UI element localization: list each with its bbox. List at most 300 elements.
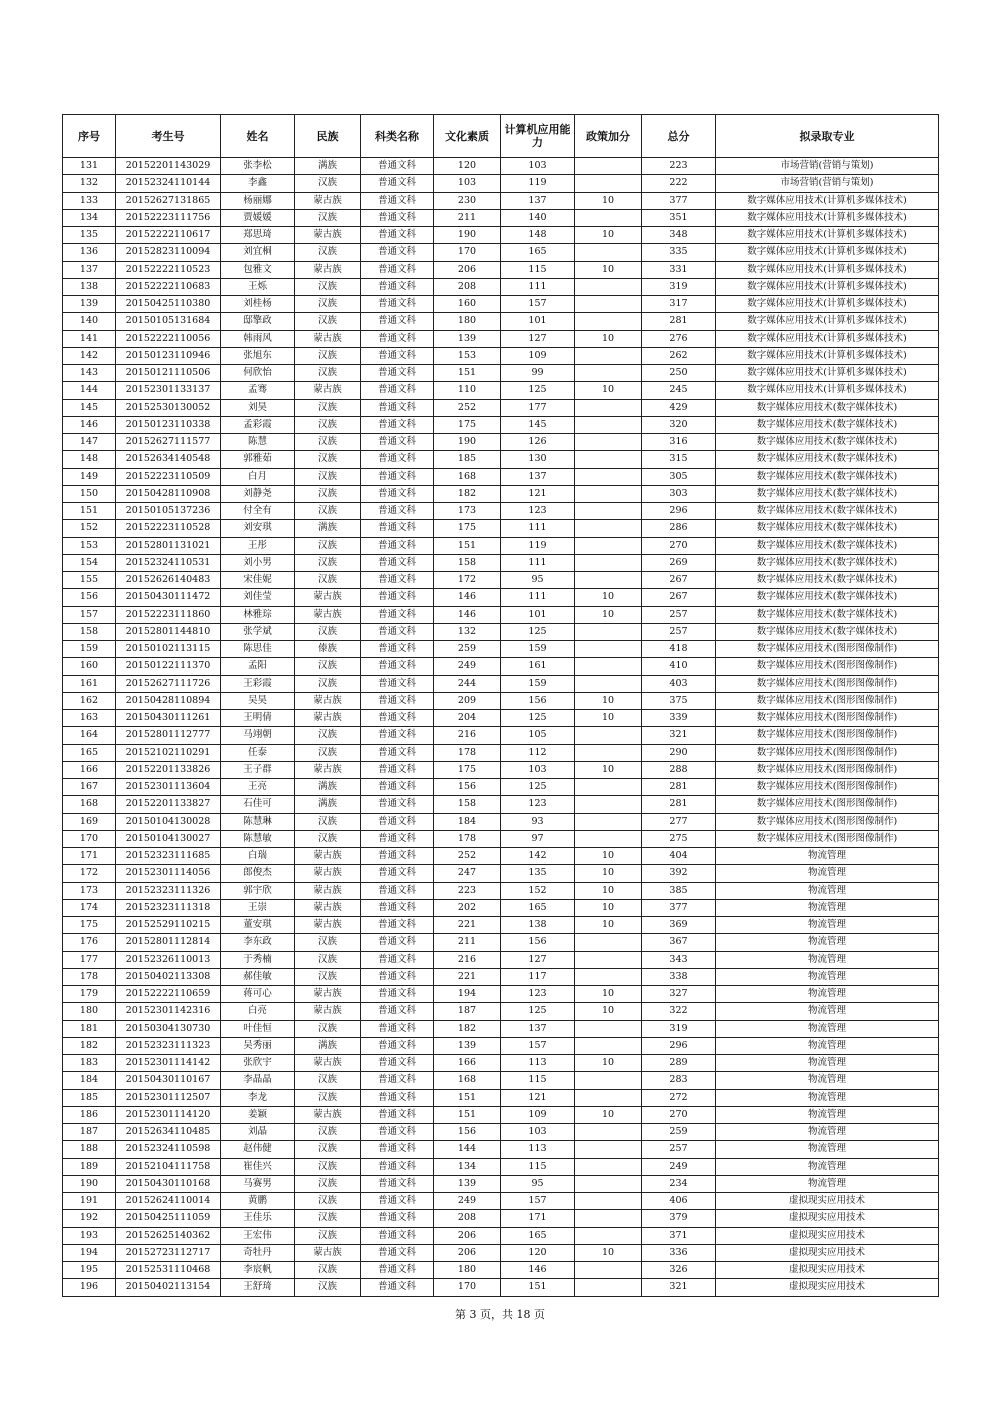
cell-index: 172	[63, 865, 116, 882]
cell-computer-score: 140	[501, 209, 575, 226]
cell-category: 普通文科	[361, 882, 434, 899]
cell-category: 普通文科	[361, 779, 434, 796]
cell-admitted-major: 数字媒体应用技术(图形图像制作)	[716, 779, 939, 796]
cell-candidate-number: 20152627111577	[116, 434, 221, 451]
table-row	[63, 692, 939, 709]
cell-category: 普通文科	[361, 434, 434, 451]
cell-total-score: 303	[642, 485, 716, 502]
cell-total-score: 250	[642, 365, 716, 382]
cell-name: 李宸帆	[221, 1262, 295, 1279]
table-row	[63, 1072, 939, 1089]
cell-policy-bonus	[575, 1089, 642, 1106]
cell-computer-score: 156	[501, 692, 575, 709]
cell-name: 李东政	[221, 934, 295, 951]
cell-category: 普通文科	[361, 1106, 434, 1123]
cell-name: 白瑞	[221, 848, 295, 865]
cell-candidate-number: 20152823110094	[116, 244, 221, 261]
cell-admitted-major: 数字媒体应用技术(计算机多媒体技术)	[716, 261, 939, 278]
cell-candidate-number: 20152801112814	[116, 934, 221, 951]
cell-total-score: 320	[642, 416, 716, 433]
cell-admitted-major: 数字媒体应用技术(计算机多媒体技术)	[716, 296, 939, 313]
cell-admitted-major: 数字媒体应用技术(数字媒体技术)	[716, 554, 939, 571]
cell-policy-bonus	[575, 503, 642, 520]
cell-ethnicity: 蒙古族	[295, 986, 361, 1003]
cell-admitted-major: 数字媒体应用技术(数字媒体技术)	[716, 572, 939, 589]
cell-category: 普通文科	[361, 589, 434, 606]
cell-admitted-major: 市场营销(营销与策划)	[716, 158, 939, 175]
cell-computer-score: 146	[501, 1262, 575, 1279]
cell-candidate-number: 20152634110485	[116, 1124, 221, 1141]
cell-culture-score: 221	[434, 917, 501, 934]
cell-admitted-major: 物流管理	[716, 986, 939, 1003]
cell-policy-bonus	[575, 434, 642, 451]
table-row	[63, 623, 939, 640]
cell-computer-score: 171	[501, 1210, 575, 1227]
cell-candidate-number: 20152326110013	[116, 951, 221, 968]
cell-name: 刘安琪	[221, 520, 295, 537]
cell-culture-score: 249	[434, 1193, 501, 1210]
table-row	[63, 503, 939, 520]
cell-ethnicity: 蒙古族	[295, 848, 361, 865]
cell-admitted-major: 虚拟现实应用技术	[716, 1227, 939, 1244]
table-row	[63, 1175, 939, 1192]
cell-candidate-number: 20150105131684	[116, 313, 221, 330]
cell-computer-score: 101	[501, 313, 575, 330]
cell-total-score: 336	[642, 1244, 716, 1261]
cell-category: 普通文科	[361, 347, 434, 364]
table-row	[63, 710, 939, 727]
table-row	[63, 313, 939, 330]
cell-index: 147	[63, 434, 116, 451]
cell-category: 普通文科	[361, 192, 434, 209]
cell-culture-score: 190	[434, 434, 501, 451]
cell-culture-score: 185	[434, 451, 501, 468]
cell-name: 任泰	[221, 744, 295, 761]
cell-category: 普通文科	[361, 261, 434, 278]
cell-total-score: 321	[642, 727, 716, 744]
table-row	[63, 1262, 939, 1279]
cell-candidate-number: 20150104130027	[116, 830, 221, 847]
cell-name: 陈慧琳	[221, 813, 295, 830]
cell-computer-score: 137	[501, 1020, 575, 1037]
table-row	[63, 347, 939, 364]
table-row	[63, 986, 939, 1003]
cell-culture-score: 170	[434, 244, 501, 261]
header-index: 序号	[63, 115, 116, 158]
cell-admitted-major: 数字媒体应用技术(计算机多媒体技术)	[716, 382, 939, 399]
cell-ethnicity: 满族	[295, 796, 361, 813]
cell-index: 186	[63, 1106, 116, 1123]
cell-total-score: 326	[642, 1262, 716, 1279]
cell-index: 155	[63, 572, 116, 589]
cell-admitted-major: 物流管理	[716, 1141, 939, 1158]
cell-policy-bonus	[575, 675, 642, 692]
cell-computer-score: 161	[501, 658, 575, 675]
cell-policy-bonus: 10	[575, 761, 642, 778]
cell-total-score: 245	[642, 382, 716, 399]
cell-culture-score: 206	[434, 1227, 501, 1244]
cell-culture-score: 134	[434, 1158, 501, 1175]
cell-culture-score: 151	[434, 365, 501, 382]
cell-category: 普通文科	[361, 1262, 434, 1279]
cell-index: 194	[63, 1244, 116, 1261]
cell-ethnicity: 蒙古族	[295, 192, 361, 209]
cell-policy-bonus	[575, 520, 642, 537]
cell-policy-bonus	[575, 365, 642, 382]
cell-computer-score: 138	[501, 917, 575, 934]
cell-total-score: 343	[642, 951, 716, 968]
table-row	[63, 1193, 939, 1210]
cell-name: 郭雅茹	[221, 451, 295, 468]
cell-category: 普通文科	[361, 554, 434, 571]
cell-ethnicity: 汉族	[295, 451, 361, 468]
cell-name: 石佳可	[221, 796, 295, 813]
cell-index: 192	[63, 1210, 116, 1227]
cell-candidate-number: 20150430111472	[116, 589, 221, 606]
table-row	[63, 468, 939, 485]
cell-admitted-major: 数字媒体应用技术(计算机多媒体技术)	[716, 227, 939, 244]
cell-ethnicity: 汉族	[295, 727, 361, 744]
cell-culture-score: 182	[434, 485, 501, 502]
cell-index: 160	[63, 658, 116, 675]
cell-candidate-number: 20152223111756	[116, 209, 221, 226]
cell-index: 143	[63, 365, 116, 382]
table-row	[63, 1227, 939, 1244]
cell-culture-score: 132	[434, 623, 501, 640]
cell-candidate-number: 20152222110683	[116, 278, 221, 295]
cell-total-score: 369	[642, 917, 716, 934]
table-row	[63, 1106, 939, 1123]
cell-computer-score: 123	[501, 986, 575, 1003]
cell-total-score: 289	[642, 1055, 716, 1072]
cell-computer-score: 152	[501, 882, 575, 899]
cell-policy-bonus	[575, 796, 642, 813]
cell-computer-score: 115	[501, 261, 575, 278]
table-row	[63, 520, 939, 537]
cell-category: 普通文科	[361, 865, 434, 882]
cell-policy-bonus: 10	[575, 382, 642, 399]
cell-policy-bonus	[575, 485, 642, 502]
cell-name: 王舒琦	[221, 1279, 295, 1296]
cell-total-score: 429	[642, 399, 716, 416]
cell-admitted-major: 物流管理	[716, 1158, 939, 1175]
cell-ethnicity: 汉族	[295, 1175, 361, 1192]
cell-computer-score: 103	[501, 158, 575, 175]
cell-category: 普通文科	[361, 416, 434, 433]
cell-ethnicity: 蒙古族	[295, 330, 361, 347]
cell-policy-bonus	[575, 399, 642, 416]
table-row	[63, 796, 939, 813]
cell-name: 郎俊杰	[221, 865, 295, 882]
cell-name: 黄鹏	[221, 1193, 295, 1210]
cell-name: 奇牡丹	[221, 1244, 295, 1261]
cell-ethnicity: 汉族	[295, 296, 361, 313]
cell-name: 刘佳莹	[221, 589, 295, 606]
cell-admitted-major: 物流管理	[716, 1020, 939, 1037]
cell-admitted-major: 数字媒体应用技术(数字媒体技术)	[716, 503, 939, 520]
cell-candidate-number: 20152223111860	[116, 606, 221, 623]
cell-category: 普通文科	[361, 606, 434, 623]
cell-culture-score: 216	[434, 951, 501, 968]
cell-culture-score: 204	[434, 710, 501, 727]
cell-index: 157	[63, 606, 116, 623]
table-row	[63, 330, 939, 347]
table-row	[63, 1210, 939, 1227]
cell-index: 146	[63, 416, 116, 433]
cell-policy-bonus	[575, 451, 642, 468]
cell-culture-score: 202	[434, 899, 501, 916]
table-row	[63, 951, 939, 968]
cell-ethnicity: 汉族	[295, 1072, 361, 1089]
cell-candidate-number: 20150430110167	[116, 1072, 221, 1089]
cell-name: 王宏伟	[221, 1227, 295, 1244]
cell-index: 131	[63, 158, 116, 175]
cell-admitted-major: 物流管理	[716, 882, 939, 899]
cell-ethnicity: 汉族	[295, 175, 361, 192]
table-row	[63, 382, 939, 399]
cell-culture-score: 139	[434, 330, 501, 347]
cell-total-score: 319	[642, 1020, 716, 1037]
cell-policy-bonus: 10	[575, 1244, 642, 1261]
cell-admitted-major: 数字媒体应用技术(数字媒体技术)	[716, 451, 939, 468]
cell-category: 普通文科	[361, 503, 434, 520]
cell-category: 普通文科	[361, 692, 434, 709]
cell-name: 姜颖	[221, 1106, 295, 1123]
cell-policy-bonus	[575, 779, 642, 796]
cell-admitted-major: 数字媒体应用技术(计算机多媒体技术)	[716, 278, 939, 295]
cell-index: 177	[63, 951, 116, 968]
cell-culture-score: 166	[434, 1055, 501, 1072]
table-row	[63, 813, 939, 830]
cell-candidate-number: 20152323111685	[116, 848, 221, 865]
cell-ethnicity: 汉族	[295, 623, 361, 640]
cell-ethnicity: 汉族	[295, 209, 361, 226]
cell-index: 175	[63, 917, 116, 934]
cell-policy-bonus	[575, 1072, 642, 1089]
cell-computer-score: 142	[501, 848, 575, 865]
cell-policy-bonus	[575, 296, 642, 313]
cell-index: 180	[63, 1003, 116, 1020]
cell-name: 李鑫	[221, 175, 295, 192]
cell-category: 普通文科	[361, 951, 434, 968]
cell-index: 195	[63, 1262, 116, 1279]
cell-policy-bonus	[575, 658, 642, 675]
cell-category: 普通文科	[361, 572, 434, 589]
cell-policy-bonus	[575, 416, 642, 433]
cell-total-score: 283	[642, 1072, 716, 1089]
cell-total-score: 222	[642, 175, 716, 192]
cell-index: 133	[63, 192, 116, 209]
cell-total-score: 223	[642, 158, 716, 175]
cell-candidate-number: 20150105137236	[116, 503, 221, 520]
cell-index: 165	[63, 744, 116, 761]
cell-ethnicity: 蒙古族	[295, 261, 361, 278]
cell-ethnicity: 汉族	[295, 1141, 361, 1158]
cell-computer-score: 120	[501, 1244, 575, 1261]
cell-candidate-number: 20152801112777	[116, 727, 221, 744]
cell-name: 叶佳恒	[221, 1020, 295, 1037]
table-row	[63, 882, 939, 899]
cell-total-score: 257	[642, 606, 716, 623]
cell-candidate-number: 20152301114120	[116, 1106, 221, 1123]
cell-name: 郑思琦	[221, 227, 295, 244]
cell-category: 普通文科	[361, 1244, 434, 1261]
table-row	[63, 779, 939, 796]
cell-category: 普通文科	[361, 296, 434, 313]
cell-computer-score: 157	[501, 296, 575, 313]
cell-culture-score: 184	[434, 813, 501, 830]
cell-computer-score: 125	[501, 710, 575, 727]
cell-candidate-number: 20152104111758	[116, 1158, 221, 1175]
cell-index: 148	[63, 451, 116, 468]
cell-name: 李龙	[221, 1089, 295, 1106]
cell-candidate-number: 20150402113308	[116, 968, 221, 985]
cell-total-score: 321	[642, 1279, 716, 1296]
cell-policy-bonus	[575, 1227, 642, 1244]
cell-index: 178	[63, 968, 116, 985]
cell-admitted-major: 物流管理	[716, 1055, 939, 1072]
cell-candidate-number: 20152801144810	[116, 623, 221, 640]
cell-ethnicity: 蒙古族	[295, 882, 361, 899]
cell-category: 普通文科	[361, 934, 434, 951]
cell-category: 普通文科	[361, 451, 434, 468]
cell-admitted-major: 物流管理	[716, 1089, 939, 1106]
cell-total-score: 257	[642, 1141, 716, 1158]
cell-ethnicity: 汉族	[295, 675, 361, 692]
table-row	[63, 434, 939, 451]
cell-category: 普通文科	[361, 244, 434, 261]
cell-culture-score: 208	[434, 1210, 501, 1227]
cell-index: 132	[63, 175, 116, 192]
header-candidate-number: 考生号	[116, 115, 221, 158]
cell-candidate-number: 20152624110014	[116, 1193, 221, 1210]
table-row	[63, 209, 939, 226]
cell-culture-score: 110	[434, 382, 501, 399]
cell-total-score: 276	[642, 330, 716, 347]
cell-admitted-major: 数字媒体应用技术(图形图像制作)	[716, 692, 939, 709]
cell-policy-bonus	[575, 744, 642, 761]
cell-policy-bonus: 10	[575, 606, 642, 623]
table-row	[63, 934, 939, 951]
cell-policy-bonus	[575, 278, 642, 295]
table-row	[63, 1020, 939, 1037]
cell-computer-score: 156	[501, 934, 575, 951]
cell-policy-bonus	[575, 813, 642, 830]
cell-candidate-number: 20150430110168	[116, 1175, 221, 1192]
cell-culture-score: 156	[434, 1124, 501, 1141]
cell-total-score: 322	[642, 1003, 716, 1020]
cell-index: 176	[63, 934, 116, 951]
cell-computer-score: 125	[501, 623, 575, 640]
cell-name: 刘静尧	[221, 485, 295, 502]
table-row	[63, 865, 939, 882]
cell-total-score: 281	[642, 779, 716, 796]
cell-culture-score: 211	[434, 934, 501, 951]
cell-ethnicity: 汉族	[295, 1020, 361, 1037]
cell-candidate-number: 20152223110509	[116, 468, 221, 485]
cell-ethnicity: 满族	[295, 779, 361, 796]
cell-admitted-major: 数字媒体应用技术(数字媒体技术)	[716, 416, 939, 433]
cell-category: 普通文科	[361, 485, 434, 502]
cell-name: 蒋可心	[221, 986, 295, 1003]
cell-candidate-number: 20150304130730	[116, 1020, 221, 1037]
cell-admitted-major: 物流管理	[716, 1175, 939, 1192]
cell-index: 141	[63, 330, 116, 347]
cell-culture-score: 252	[434, 848, 501, 865]
cell-total-score: 338	[642, 968, 716, 985]
table-row	[63, 1124, 939, 1141]
cell-ethnicity: 满族	[295, 520, 361, 537]
cell-policy-bonus	[575, 951, 642, 968]
cell-total-score: 275	[642, 830, 716, 847]
cell-policy-bonus	[575, 209, 642, 226]
cell-admitted-major: 数字媒体应用技术(图形图像制作)	[716, 830, 939, 847]
table-row	[63, 848, 939, 865]
cell-admitted-major: 数字媒体应用技术(计算机多媒体技术)	[716, 192, 939, 209]
cell-ethnicity: 汉族	[295, 1210, 361, 1227]
cell-computer-score: 119	[501, 537, 575, 554]
cell-category: 普通文科	[361, 1193, 434, 1210]
cell-computer-score: 95	[501, 1175, 575, 1192]
cell-culture-score: 103	[434, 175, 501, 192]
cell-total-score: 305	[642, 468, 716, 485]
cell-culture-score: 249	[434, 658, 501, 675]
cell-culture-score: 172	[434, 572, 501, 589]
cell-policy-bonus: 10	[575, 848, 642, 865]
cell-culture-score: 158	[434, 554, 501, 571]
cell-ethnicity: 汉族	[295, 572, 361, 589]
cell-category: 普通文科	[361, 658, 434, 675]
cell-ethnicity: 汉族	[295, 313, 361, 330]
cell-candidate-number: 20152201133827	[116, 796, 221, 813]
cell-policy-bonus: 10	[575, 227, 642, 244]
cell-candidate-number: 20152801131021	[116, 537, 221, 554]
cell-candidate-number: 20152222110056	[116, 330, 221, 347]
table-row	[63, 175, 939, 192]
cell-index: 138	[63, 278, 116, 295]
cell-culture-score: 209	[434, 692, 501, 709]
cell-culture-score: 208	[434, 278, 501, 295]
cell-index: 140	[63, 313, 116, 330]
cell-index: 184	[63, 1072, 116, 1089]
cell-computer-score: 125	[501, 1003, 575, 1020]
cell-policy-bonus: 10	[575, 330, 642, 347]
cell-computer-score: 123	[501, 503, 575, 520]
cell-candidate-number: 20152222110659	[116, 986, 221, 1003]
cell-ethnicity: 满族	[295, 158, 361, 175]
cell-index: 179	[63, 986, 116, 1003]
cell-admitted-major: 物流管理	[716, 848, 939, 865]
cell-ethnicity: 汉族	[295, 244, 361, 261]
cell-ethnicity: 蒙古族	[295, 606, 361, 623]
cell-total-score: 296	[642, 503, 716, 520]
cell-policy-bonus	[575, 468, 642, 485]
cell-name: 何欣怡	[221, 365, 295, 382]
cell-admitted-major: 数字媒体应用技术(图形图像制作)	[716, 813, 939, 830]
cell-policy-bonus: 10	[575, 710, 642, 727]
cell-policy-bonus: 10	[575, 1106, 642, 1123]
cell-category: 普通文科	[361, 727, 434, 744]
header-category: 科类名称	[361, 115, 434, 158]
cell-ethnicity: 蒙古族	[295, 589, 361, 606]
cell-total-score: 270	[642, 1106, 716, 1123]
cell-name: 王彤	[221, 537, 295, 554]
cell-name: 孟阳	[221, 658, 295, 675]
table-row	[63, 727, 939, 744]
cell-name: 吴秀丽	[221, 1037, 295, 1054]
cell-category: 普通文科	[361, 1279, 434, 1296]
cell-category: 普通文科	[361, 813, 434, 830]
